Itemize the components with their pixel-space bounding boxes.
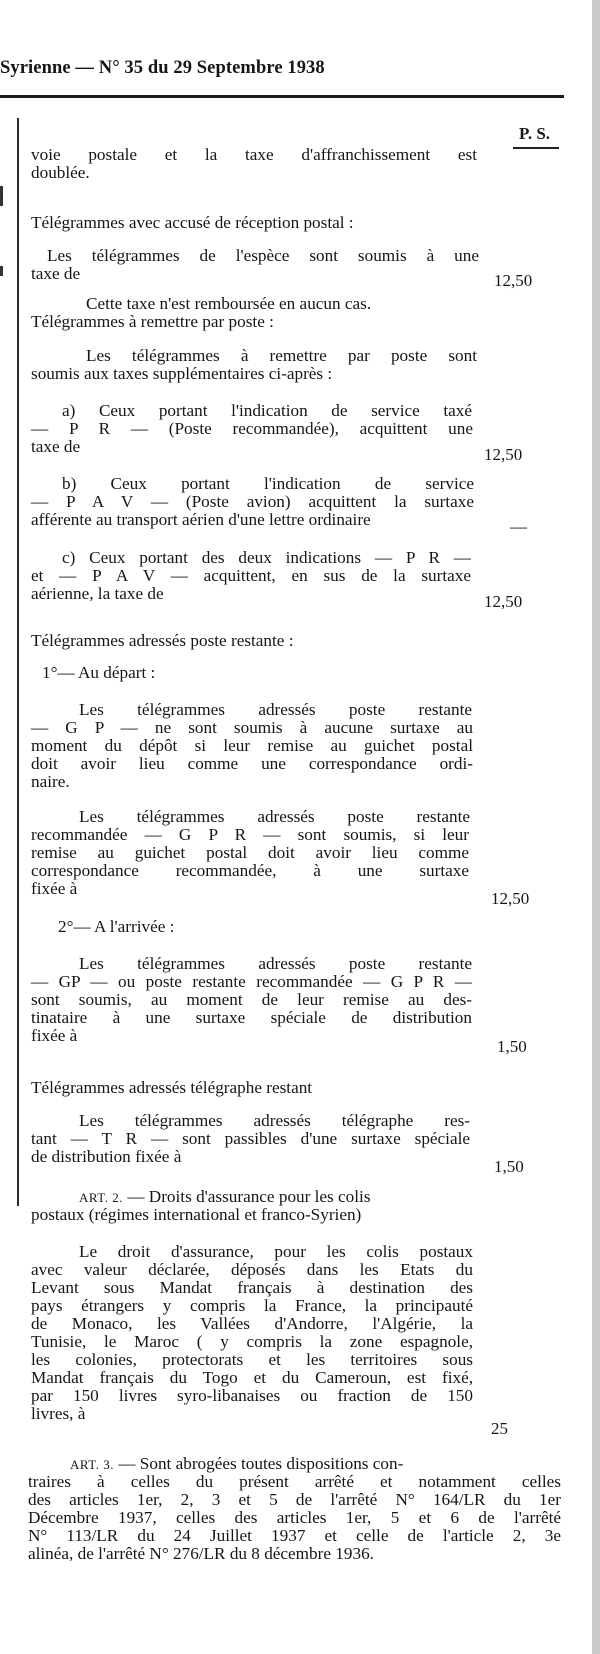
amount-value: 1,50 [494,1157,524,1176]
paragraph-line: b) Ceux portant l'indication de service [62,474,474,493]
paragraph-line: a) Ceux portant l'indication de service taxé [62,401,472,420]
paragraph-line: Tunisie, le Maroc ( y compris la zone espagnole, [31,1332,473,1351]
page-edge-shadow [592,0,600,1654]
paragraph-line: de Monaco, les Vallées d'Andorre, l'Algérie, la [31,1314,473,1333]
page-header: Syrienne — N° 35 du 29 Septembre 1938 [0,58,325,78]
paragraph-line: par 150 livres syro-libanaises ou fraction de 150 [31,1386,473,1405]
paragraph-line: — P R — (Poste recommandée), acquittent une [31,419,473,438]
paragraph-line: aérienne, la taxe de [31,584,164,603]
article-text: — Sont abrogées toutes dispositions con- [118,1454,404,1473]
paragraph-line: traires à celles du présent arrêté et notamment celles [28,1472,561,1491]
paragraph-line: Les télégrammes à remettre par poste sont [86,346,477,365]
paragraph-line: alinéa, de l'arrêté N° 276/LR du 8 décembre 1936. [28,1544,374,1563]
paragraph-line: et — P A V — acquittent, en sus de la surtaxe [31,566,471,585]
paragraph-line: Les télégrammes adressés télégraphe res- [79,1111,470,1130]
sub-heading: 1°— Au départ : [42,663,156,682]
paragraph-line: soumis aux taxes supplémentaires ci-après : [31,364,333,383]
sub-heading: 2°— A l'arrivée : [58,917,175,936]
paragraph-line: livres, à [31,1404,86,1423]
paragraph-line: N° 113/LR du 24 Juillet 1937 et celle de l'article 2, 3e [28,1526,561,1545]
amount-value: 12,50 [484,592,523,611]
paragraph-line: avec valeur déclarée, déposés dans les Etats du [31,1260,473,1279]
paragraph-line: fixée à [31,1026,78,1045]
paragraph-line: des articles 1er, 2, 3 et 5 de l'arrêté N° 164/LR du 1er [28,1490,561,1509]
margin-mark [0,186,3,206]
paragraph-line: pays étrangers y compris la France, la principauté [31,1296,473,1315]
amount-value: 12,50 [494,271,533,290]
paragraph-line: Les télégrammes de l'espèce sont soumis à une [47,246,479,265]
margin-mark [0,266,3,276]
paragraph-line: Décembre 1937, celles des articles 1er, 5 et 6 de l'arrêté [28,1508,561,1527]
section-heading: Télégrammes avec accusé de réception postal : [31,213,354,232]
paragraph-line: postaux (régimes international et franco-Syrien) [31,1205,362,1224]
amount-value: 25 [491,1419,508,1438]
paragraph-line: doublée. [31,163,90,182]
article-title: — Droits d'assurance pour les colis [127,1187,371,1206]
paragraph-line: tinataire à une surtaxe spéciale de distribution [31,1008,472,1027]
section-heading: Télégrammes adressés poste restante : [31,631,294,650]
paragraph-line: taxe de [31,264,81,283]
paragraph-line: de distribution fixée à [31,1147,182,1166]
paragraph-line: — G P — ne sont soumis à aucune surtaxe au [31,718,473,737]
paragraph-line: moment du dépôt si leur remise au guichet postal [31,736,473,755]
paragraph-line: Mandat français du Togo et du Cameroun, est fixé, [31,1368,473,1387]
paragraph-line: doit avoir lieu comme une correspondance ordi- [31,754,473,773]
section-heading: Télégrammes adressés télégraphe restant [31,1078,313,1097]
amount-column-rule [513,147,559,149]
amount-value: 12,50 [491,889,530,908]
amount-value: 12,50 [484,445,523,464]
paragraph-line: Les télégrammes adressés poste restante [79,807,470,826]
paragraph-line: sont soumis, au moment de leur remise au des- [31,990,472,1009]
amount-value: 1,50 [497,1037,527,1056]
paragraph-line: Les télégrammes adressés poste restante [79,700,472,719]
paragraph-line: recommandée — G P R — sont soumis, si leur [31,825,469,844]
paragraph-line: fixée à [31,879,78,898]
amount-column-title: P. S. [519,124,551,143]
paragraph-line: — P A V — (Poste avion) acquittent la surtaxe [31,492,474,511]
paragraph-line: naire. [31,772,70,791]
header-rule [0,95,564,98]
paragraph-line: tant — T R — sont passibles d'une surtaxe spéciale [31,1129,470,1148]
amount-value: — [510,517,527,536]
article-label: ART. 3. [70,1457,115,1472]
paragraph-line: Levant sous Mandat français à destination des [31,1278,473,1297]
paragraph-line: les colonies, protectorats et les territoires sous [31,1350,473,1369]
column-divider [17,118,19,1206]
paragraph-line: remise au guichet postal doit avoir lieu comme [31,843,469,862]
paragraph-line: Cette taxe n'est remboursée en aucun cas. [86,294,372,313]
paragraph-line: taxe de [31,437,81,456]
paragraph-line: afférente au transport aérien d'une lettre ordinaire [31,510,371,529]
paragraph-line: Le droit d'assurance, pour les colis postaux [79,1242,473,1261]
paragraph-line: — GP — ou poste restante recommandée — G P R — [31,972,472,991]
section-heading: Télégrammes à remettre par poste : [31,312,274,331]
paragraph-line: voie postale et la taxe d'affranchissement est [31,145,477,164]
paragraph-line: c) Ceux portant des deux indications — P R — [62,548,471,567]
article-label: ART. 2. [79,1190,124,1205]
paragraph-line: correspondance recommandée, à une surtaxe [31,861,469,880]
paragraph-line: Les télégrammes adressés poste restante [79,954,472,973]
